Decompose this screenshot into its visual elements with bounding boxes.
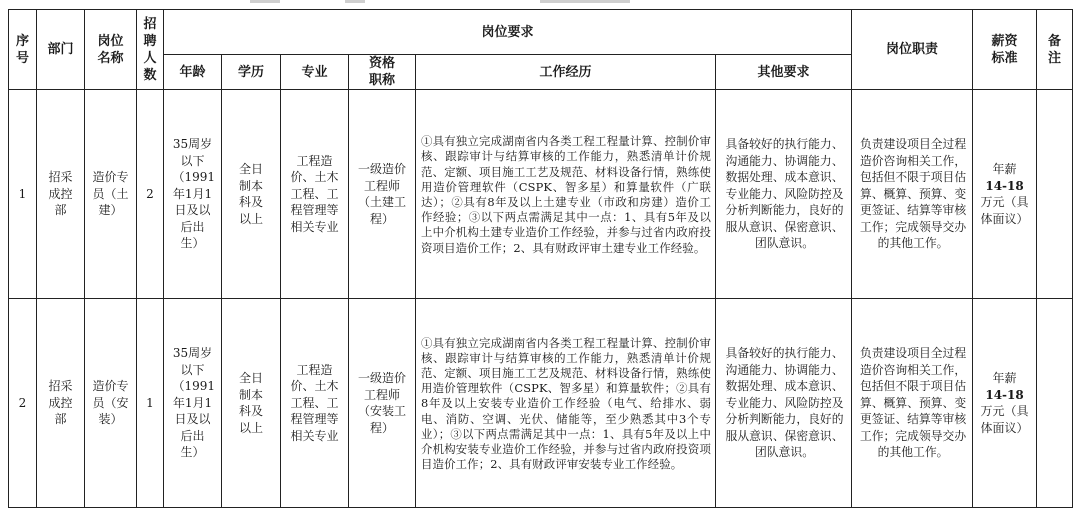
table-row <box>9 90 1073 299</box>
row-count: 2 <box>137 90 164 299</box>
row-experience: ①具有独立完成湖南省内各类工程工程量计算、控制价审核、跟踪审计与结算审核的工作能力，熟悉清单计价规范、定额、项目施工工艺及规范、材料设备行情，熟练使用造价管理软件（CSPK、智多星）和算量软件；②具有8年及以上安装专业造价工作经验（电气、给排水、弱电、消防、空调、光伏、储能等，至少熟悉其中3个专业）；③以下两点需满足其中一点：1、具有5年及以上中介机构安装专业造价工作经验，并参与过省内政府投资项目造价工作；2、具有财政评审安装专业工作经验。 <box>416 299 716 508</box>
row-age: 35周岁以下（1991年1月1日及以后出生） <box>164 299 222 508</box>
col-header-age: 年龄 <box>164 55 222 90</box>
cropped-top-edge <box>0 0 1080 8</box>
row-dept: 招采成控部 <box>37 299 85 508</box>
row-duty: 负责建设项目全过程造价咨询相关工作，包括但不限于项目估算、概算、预算、变更签证、结算等审核工作；完成领导交办的其他工作。 <box>852 90 973 299</box>
header-row-1 <box>9 10 1073 55</box>
col-header-qualification: 资格职称 <box>349 55 416 90</box>
row-salary <box>973 90 1037 299</box>
row-seq: 1 <box>9 90 37 299</box>
col-header-remark: 备注 <box>1037 10 1073 90</box>
col-header-other: 其他要求 <box>716 55 852 90</box>
row-major: 工程造价、土木工程、工程管理等相关专业 <box>281 299 349 508</box>
row-qualification: 一级造价工程师（土建工程） <box>349 90 416 299</box>
row-position: 造价专员（安装） <box>85 299 137 508</box>
row-dept: 招采成控部 <box>37 90 85 299</box>
row-position: 造价专员（土建） <box>85 90 137 299</box>
salary-prefix: 年薪 <box>992 371 1017 385</box>
col-header-experience: 工作经历 <box>416 55 716 90</box>
row-salary <box>973 299 1037 508</box>
row-other-requirements: 具备较好的执行能力、沟通能力、协调能力、数据处理、成本意识、专业能力、风险防控及分析判断能力，良好的服从意识、保密意识、团队意识。 <box>716 299 852 508</box>
col-header-dept: 部门 <box>37 10 85 90</box>
col-header-requirements: 岗位要求 <box>164 10 852 55</box>
recruitment-table <box>8 9 1073 508</box>
salary-amount: 14-18 <box>985 387 1024 402</box>
col-header-position: 岗位名称 <box>85 10 137 90</box>
row-major: 工程造价、土木工程、工程管理等相关专业 <box>281 90 349 299</box>
row-other-requirements: 具备较好的执行能力、沟通能力、协调能力、数据处理、成本意识、专业能力、风险防控及分析判断能力，良好的服从意识、保密意识、团队意识。 <box>716 90 852 299</box>
col-header-education: 学历 <box>222 55 281 90</box>
row-age: 35周岁以下（1991年1月1日及以后出生） <box>164 90 222 299</box>
col-header-seq: 序号 <box>9 10 37 90</box>
col-header-salary: 薪资标准 <box>973 10 1037 90</box>
salary-prefix: 年薪 <box>992 162 1017 176</box>
row-remark <box>1037 299 1073 508</box>
row-seq: 2 <box>9 299 37 508</box>
col-header-major: 专业 <box>281 55 349 90</box>
salary-unit: 万元（具体面议） <box>980 195 1029 226</box>
row-count: 1 <box>137 299 164 508</box>
row-experience: ①具有独立完成湖南省内各类工程工程量计算、控制价审核、跟踪审计与结算审核的工作能力，熟悉清单计价规范、定额、项目施工工艺及规范、材料设备行情，熟练使用造价管理软件（CSPK、智多星）和算量软件（广联达）；②具有8年及以上土建专业（市政和房建）造价工作经验；③以下两点需满足其中一点：1、具有5年及以上中介机构土建专业造价工作经验，并参与过省内政府投资项目造价工作；2、具有财政评审土建专业工作经验。 <box>416 90 716 299</box>
row-qualification: 一级造价工程师（安装工程） <box>349 299 416 508</box>
salary-amount: 14-18 <box>985 178 1024 193</box>
salary-unit: 万元（具体面议） <box>980 404 1029 435</box>
row-education: 全日制本科及以上 <box>222 90 281 299</box>
table-row <box>9 299 1073 508</box>
col-header-count: 招聘人数 <box>137 10 164 90</box>
row-remark <box>1037 90 1073 299</box>
row-duty: 负责建设项目全过程造价咨询相关工作，包括但不限于项目估算、概算、预算、变更签证、结算等审核工作；完成领导交办的其他工作。 <box>852 299 973 508</box>
row-education: 全日制本科及以上 <box>222 299 281 508</box>
col-header-duty: 岗位职责 <box>852 10 973 90</box>
